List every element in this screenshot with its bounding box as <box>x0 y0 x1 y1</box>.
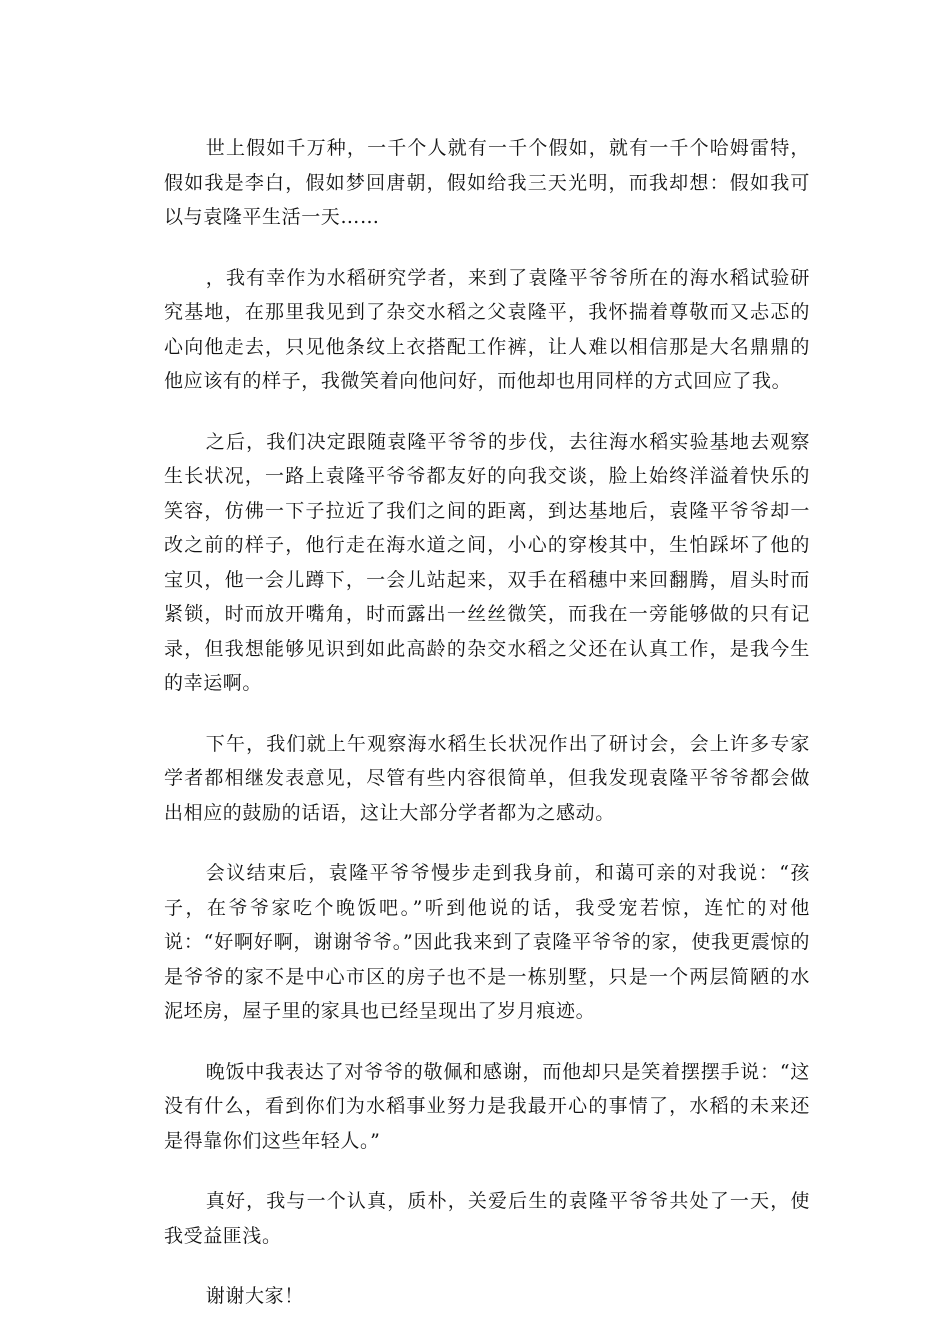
paragraph-3: 之后，我们决定跟随袁隆平爷爷的步伐，去往海水稻实验基地去观察生长状况，一路上袁隆平爷爷都友好的向我交谈，脸上始终洋溢着快乐的笑容，仿佛一下子拉近了我们之间的距离，到达基地后，袁隆平爷爷却一改之前的样子，他行走在海水道之间，小心的穿梭其中，生怕踩坏了他的宝贝，他一会儿蹲下，一会儿站起来，双手在稻穗中来回翻腾，眉头时而紧锁，时而放开嘴角，时而露出一丝丝微笑，而我在一旁能够做的只有记录，但我想能够见识到如此高龄的杂交水稻之父还在认真工作，是我今生的幸运啊。 <box>164 430 810 694</box>
document-body <box>164 131 810 1340</box>
paragraph-8: 谢谢大家！ <box>205 1285 304 1307</box>
paragraph-1: 世上假如千万种，一千个人就有一千个假如，就有一千个哈姆雷特，假如我是李白，假如梦回唐朝，假如给我三天光明，而我却想：假如我可以与袁隆平生活一天…… <box>164 137 810 228</box>
paragraph-6: 晚饭中我表达了对爷爷的敬佩和感谢，而他却只是笑着摆摆手说：“这没有什么，看到你们为水稻事业努力是我最开心的事情了，水稻的未来还是得靠你们这些年轻人。” <box>164 1060 810 1152</box>
paragraph-7: 真好，我与一个认真，质朴，关爱后生的袁隆平爷爷共处了一天，使我受益匪浅。 <box>164 1190 810 1247</box>
paragraph-5: 会议结束后，袁隆平爷爷慢步走到我身前，和蔼可亲的对我说：“孩子，在爷爷家吃个晚饭吧。”听到他说的话，我受宠若惊，连忙的对他说：“好啊好啊，谢谢爷爷。”因此我来到了袁隆平爷爷的家，使我更震惊的是爷爷的家不是中心市区的房子也不是一栋别墅，只是一个两层简陋的水泥坯房，屋子里的家具也已经呈现出了岁月痕迹。 <box>164 862 810 1022</box>
paragraph-4: 下午，我们就上午观察海水稻生长状况作出了研讨会，会上许多专家学者都相继发表意见，尽管有些内容很简单，但我发现袁隆平爷爷都会做出相应的鼓励的话语，这让大部分学者都为之感动。 <box>164 732 810 824</box>
paragraph-2: ，我有幸作为水稻研究学者，来到了袁隆平爷爷所在的海水稻试验研究基地，在那里我见到了杂交水稻之父袁隆平，我怀揣着尊敬而又忐忑的心向他走去，只见他条纹上衣搭配工作裤，让人难以相信那是大名鼎鼎的他应该有的样子，我微笑着向他问好，而他却也用同样的方式回应了我。 <box>164 266 810 392</box>
